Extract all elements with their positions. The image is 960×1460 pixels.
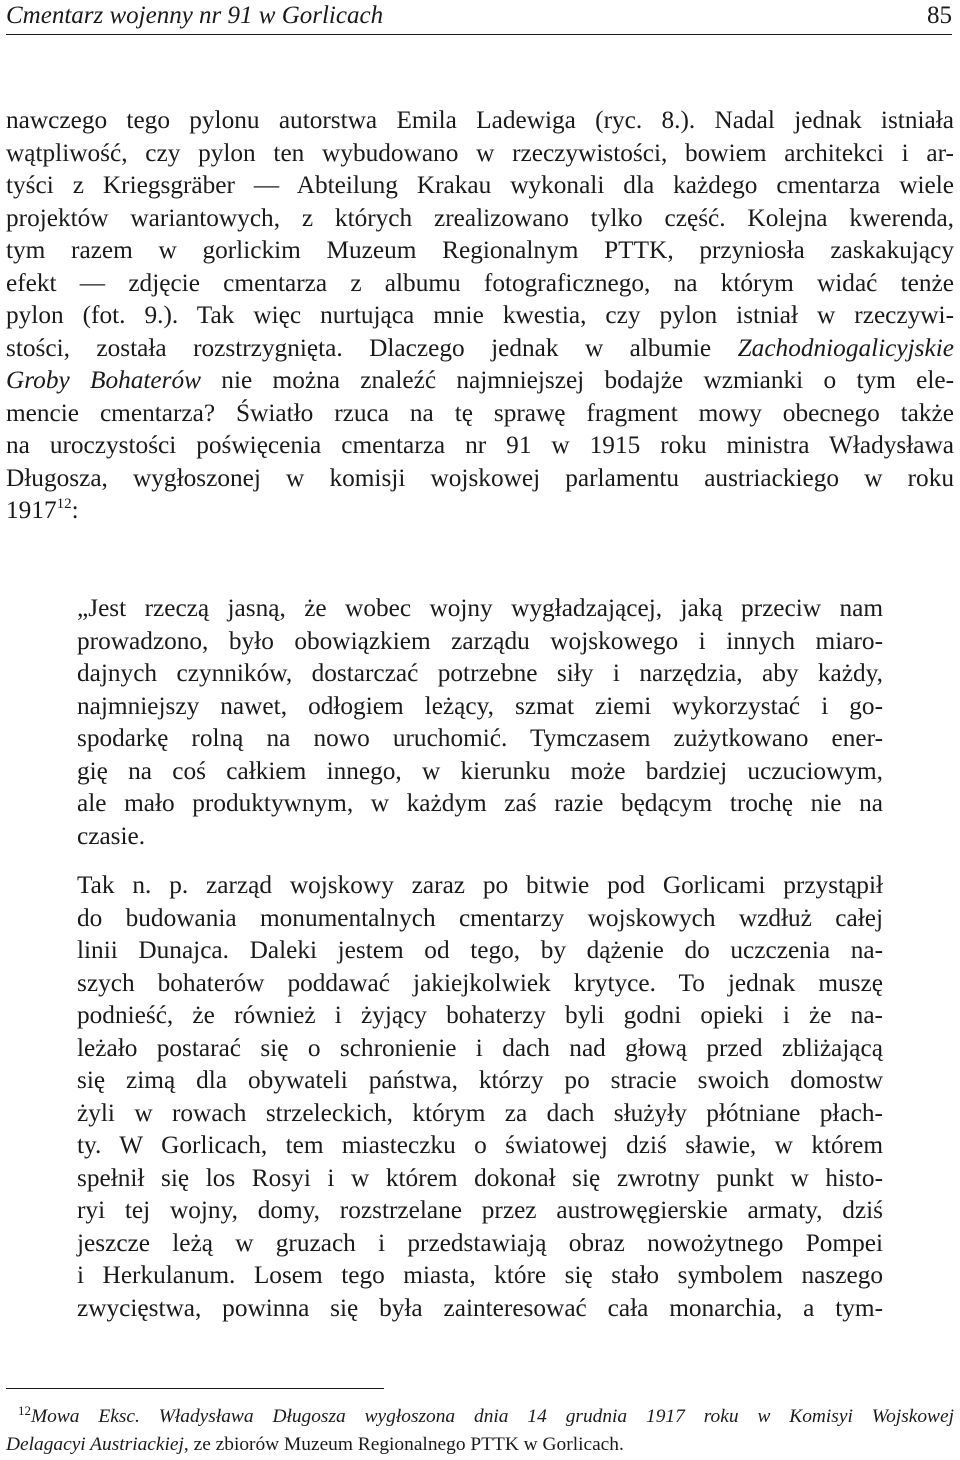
footnote	[6, 1403, 954, 1459]
quote-paragraph-2	[77, 869, 883, 1324]
quote-line: ryi tej wojny, domy, rozstrzelane przez austrowęgierskie armaty, dziś	[77, 1196, 883, 1224]
footnote-mark: 12	[18, 1403, 31, 1418]
footnote-line	[6, 1403, 954, 1431]
quote-line: się zimą dla obywateli państwa, którzy po stracie swoich domostw	[77, 1066, 883, 1094]
quote-line: linii Dunajca. Daleki jestem od tego, by dążenie do uczczenia na-	[77, 936, 883, 964]
quote-line: najmniejszy nawet, odłogiem leżący, szmat ziemi wykorzystać i go-	[77, 691, 883, 720]
body-line	[6, 332, 954, 365]
body-line: Długosza, wygłoszonej w komisji wojskowej parlamentu austriackiego w roku	[6, 463, 954, 492]
quote-line: „Jest rzeczą jasną, że wobec wojny wygładzającej, jaką przeciw nam	[77, 594, 883, 622]
quote-line: ty. W Gorlicach, tem miasteczku o światowej dziś sławie, w którem	[77, 1131, 883, 1159]
running-title: Cmentarz wojenny nr 91 w Gorlicach	[6, 2, 384, 29]
body-paragraph	[6, 104, 954, 527]
page-number: 85	[927, 2, 952, 29]
quote-line: podnieść, że również i żyjący bohaterzy byli godni opieki i że na-	[77, 1001, 883, 1029]
footnote-text: , ze zbiorów Muzeum Regionalnego PTTK w Gorlicach.	[183, 1434, 624, 1455]
album-title-part1: Zachodniogalicyjskie	[737, 333, 954, 362]
body-line: tym razem w gorlickim Muzeum Regionalnym PTTK, przyniosła zaskakujący	[6, 236, 954, 264]
year: 1917	[6, 496, 57, 524]
quote-line: i Herkulanum. Losem tego miasta, które się stało symbolem naszego	[77, 1261, 883, 1289]
footnote-line	[6, 1431, 954, 1459]
body-line-text: stości, została rozstrzygnięta. Dlaczego jednak w albumie	[6, 333, 712, 362]
body-line	[6, 494, 954, 527]
body-line: tyści z Kriegsgräber — Abteilung Krakau wykonali dla każdego cmentarza wiele	[6, 171, 954, 199]
body-line: efekt — zdjęcie cmentarza z albumu fotograficznego, na którym widać tenże	[6, 268, 954, 297]
quote-line: szych bohaterów poddawać jakiejkolwiek krytyce. To jednak muszę	[77, 968, 883, 997]
quote-line: czasie.	[77, 821, 146, 850]
footnote-text-italic: Delagacyi Austriackiej	[6, 1434, 184, 1455]
quote-line: spodarkę rolną na nowo uruchomić. Tymczasem zużytkowano ener-	[77, 724, 883, 752]
body-line	[6, 364, 954, 397]
album-title-part2: Groby Bohaterów	[6, 366, 202, 394]
footnote-reference: 12	[56, 496, 72, 512]
body-line: na uroczystości poświęcenia cmentarza nr 91 w 1915 roku ministra Władysława	[6, 431, 954, 459]
quote-line: gię na coś całkiem innego, w kierunku może bardziej uczuciowym,	[77, 756, 883, 785]
quote-line: spełnił się los Rosyi i w którem dokonał się zwrotny punkt w histo-	[77, 1163, 883, 1192]
quote-line: dajnych czynników, dostarczać potrzebne siły i narzędzia, aby każdy,	[77, 659, 883, 687]
body-line: projektów wariantowych, z których zrealizowano tylko część. Kolejna kwerenda,	[6, 203, 954, 232]
body-line-text: nie można znaleźć najmniejszej bodajże wzmianki o tym ele-	[201, 366, 954, 394]
body-line: nawczego tego pylonu autorstwa Emila Ladewiga (ryc. 8.). Nadal jednak istniała	[6, 106, 954, 134]
running-header	[6, 0, 952, 35]
quote-line: do budowania monumentalnych cmentarzy wojskowych wzdłuż całej	[77, 903, 883, 932]
quote-line: prowadzono, było obowiązkiem zarządu wojskowego i innych miaro-	[77, 626, 883, 655]
quote-line: leżało postarać się o schronienie i dach nad głową przed zbliżającą	[77, 1033, 883, 1062]
quote-line: jeszcze leżą w gruzach i przedstawiają obraz nowożytnego Pompei	[77, 1228, 883, 1257]
footnote-rule	[6, 1388, 384, 1389]
quote-line: Tak n. p. zarząd wojskowy zaraz po bitwie pod Gorlicami przystąpił	[77, 871, 883, 899]
quote-line: zwycięstwa, powinna się była zainteresować cała monarchia, a tym-	[77, 1293, 883, 1322]
footnote-text-italic: Mowa Eksc. Władysława Długosza wygłoszona dnia 14 grudnia 1917 roku w Komisyi Wojskowej	[31, 1406, 954, 1427]
quote-paragraph-1	[77, 592, 883, 852]
body-line: pylon (fot. 9.). Tak więc nurtująca mnie kwestia, czy pylon istniał w rzeczywi-	[6, 301, 954, 329]
body-line: wątpliwość, czy pylon ten wybudowano w rzeczywistości, bowiem architekci i ar-	[6, 138, 954, 167]
block-quote	[77, 592, 883, 1324]
body-line: mencie cmentarza? Światło rzuca na tę sprawę fragment mowy obecnego także	[6, 398, 954, 427]
quote-line: żyli w rowach strzeleckich, którym za dach służyły płótniane płach-	[77, 1098, 883, 1127]
quote-line: ale mało produktywnym, w każdym zaś razie będącym trochę nie na	[77, 789, 883, 817]
colon: :	[71, 496, 79, 524]
